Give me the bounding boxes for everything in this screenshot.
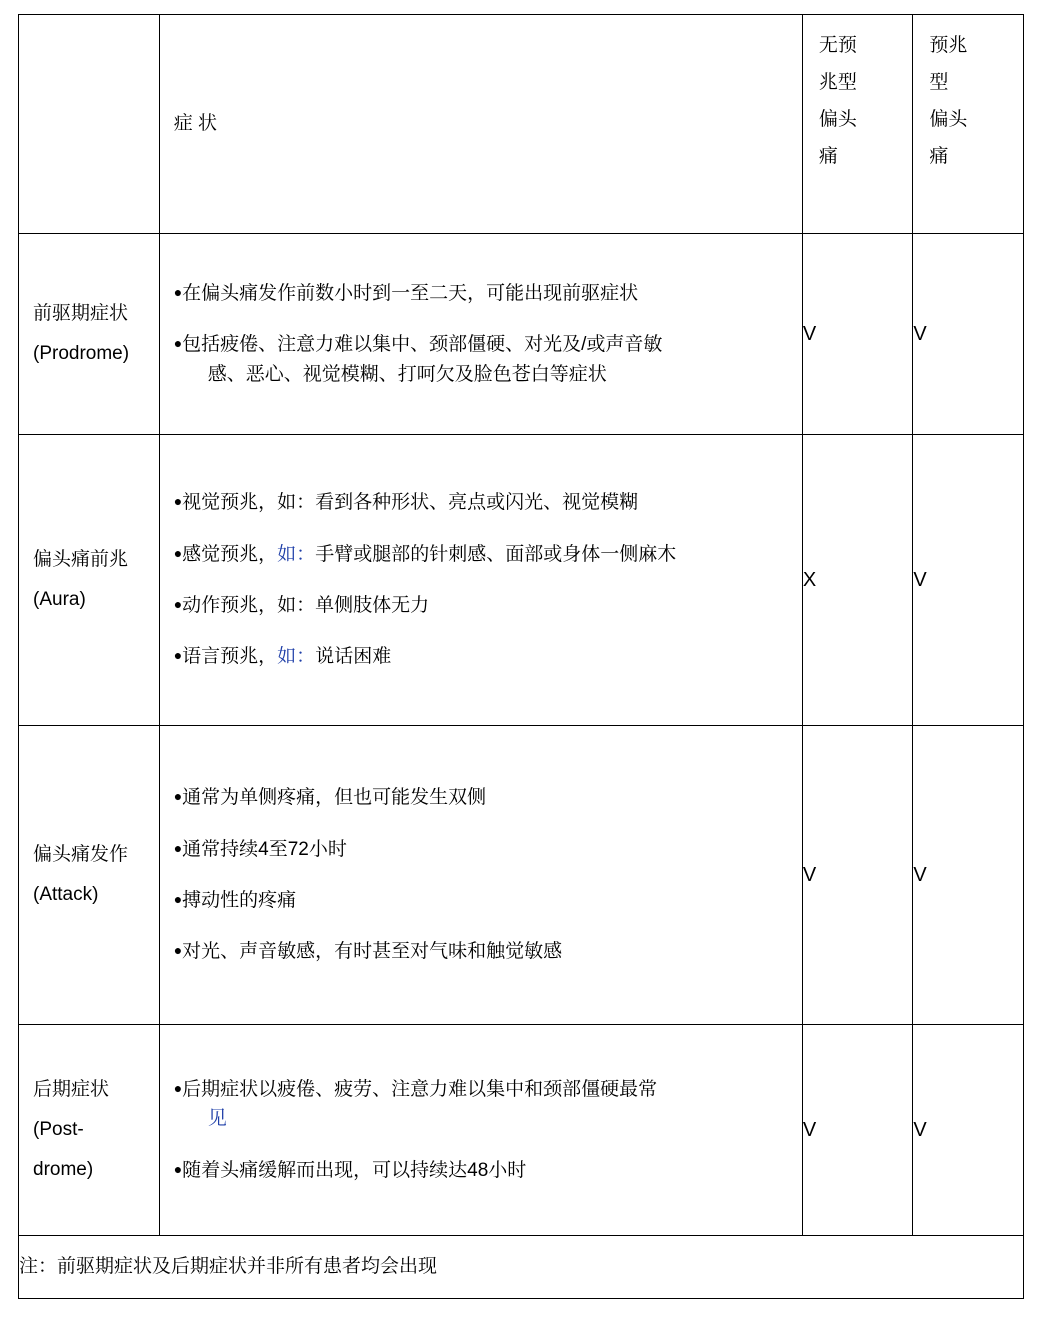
stage-label-cn: 偏头痛前兆 <box>33 549 129 571</box>
symptom-cell-aura <box>159 435 802 726</box>
list-item <box>174 1075 792 1134</box>
bullet-dot-icon: ● <box>173 1160 183 1177</box>
bullet-text-continued: 感、恶心、视觉模糊、打呵欠及脸色苍白等症状 <box>207 363 607 385</box>
bullet-text-highlight: 如： <box>277 543 316 565</box>
stage-label-cn: 前驱期症状 <box>33 303 129 325</box>
stage-label-aura <box>19 530 159 630</box>
header-without-aura-line-1: 无预 <box>818 35 857 56</box>
migraine-symptoms-table <box>18 14 1024 1299</box>
list-item <box>174 330 792 389</box>
mark-with-aura: V <box>913 234 1024 435</box>
bullet-dot-icon: ● <box>173 942 183 959</box>
list-item <box>174 642 792 671</box>
bullet-text: 包括疲倦、注意力难以集中、颈部僵硬、对光及/或声音敏 <box>182 334 663 356</box>
header-without-aura-line-3: 偏头 <box>818 109 857 131</box>
symptom-cell-attack <box>159 726 802 1025</box>
list-item <box>174 937 792 966</box>
stage-label-cn: 偏头痛发作 <box>33 844 129 866</box>
list-item <box>174 488 792 517</box>
table-footnote: 注：前驱期症状及后期症状并非所有患者均会出现 <box>19 1236 1024 1299</box>
symptom-bullet-list <box>160 1063 802 1197</box>
table-row <box>19 234 1024 435</box>
header-stage-label <box>19 114 159 134</box>
list-item <box>174 591 792 620</box>
mark-without-aura: V <box>802 1025 913 1236</box>
table-header-row <box>19 15 1024 234</box>
bullet-dot-icon: ● <box>173 283 183 300</box>
bullet-dot-icon: ● <box>173 891 183 907</box>
stage-label-prodrome <box>19 284 159 384</box>
stage-label-en: (Attack) <box>33 884 99 905</box>
stage-label-cn: 后期症状 <box>33 1079 110 1101</box>
mark-without-aura: X <box>802 435 913 726</box>
list-item <box>174 835 792 864</box>
bullet-dot-icon: ● <box>173 839 183 856</box>
mark-with-aura: V <box>913 1025 1024 1236</box>
header-stage-cell <box>19 15 160 234</box>
bullet-dot-icon: ● <box>173 493 183 510</box>
symptom-bullet-list <box>160 771 802 979</box>
list-item <box>174 540 792 569</box>
header-symptom-cell <box>159 15 802 234</box>
bullet-text: 语言预兆， <box>182 646 278 668</box>
table-row <box>19 726 1024 1025</box>
table-row <box>19 1025 1024 1236</box>
header-with-aura-line-2: 型 <box>929 72 949 94</box>
bullet-text: 动作预兆，如：单侧肢体无力 <box>182 595 430 616</box>
bullet-text: 后期症状以疲倦、疲劳、注意力难以集中和颈部僵硬最常 <box>182 1078 658 1100</box>
stage-cell-prodrome <box>19 234 160 435</box>
list-item <box>174 279 792 308</box>
list-item <box>174 783 792 812</box>
bullet-text: 搏动性的疼痛 <box>182 890 297 911</box>
bullet-text: 通常为单侧疼痛，但也可能发生双侧 <box>182 787 487 809</box>
symptom-cell-postdrome <box>159 1025 802 1236</box>
bullet-text: 对光、声音敏感，有时甚至对气味和触觉敏感 <box>182 941 563 963</box>
stage-cell-postdrome <box>19 1025 160 1236</box>
table-row <box>19 435 1024 726</box>
bullet-text-highlight: 如： <box>277 646 316 668</box>
bullet-dot-icon: ● <box>173 335 183 352</box>
symptom-cell-prodrome <box>159 234 802 435</box>
mark-without-aura: V <box>802 234 913 435</box>
header-with-aura-line-1: 预兆 <box>929 35 968 56</box>
bullet-dot-icon: ● <box>173 647 183 664</box>
bullet-text-continued: 见 <box>207 1108 227 1130</box>
header-with-aura-line-3: 偏头 <box>929 109 968 131</box>
stage-label-en-continued: drome) <box>33 1158 94 1180</box>
bullet-dot-icon: ● <box>173 544 183 561</box>
bullet-text-rest: 说话困难 <box>315 646 392 668</box>
header-with-aura-cell <box>913 15 1024 234</box>
mark-with-aura: V <box>913 726 1024 1025</box>
bullet-text: 感觉预兆， <box>182 543 278 565</box>
bullet-text: 在偏头痛发作前数小时到一至二天，可能出现前驱症状 <box>182 282 639 304</box>
header-without-aura-line-2: 兆型 <box>818 72 857 94</box>
symptom-bullet-list <box>160 267 802 401</box>
stage-label-en: (Post- <box>33 1119 84 1141</box>
header-symptom-label: 症 状 <box>173 112 217 134</box>
stage-label-en: (Prodrome) <box>33 343 130 364</box>
list-item <box>174 1156 792 1185</box>
stage-label-attack <box>19 825 159 925</box>
header-without-aura-label <box>803 15 913 233</box>
header-without-aura-cell <box>802 15 913 234</box>
bullet-dot-icon: ● <box>173 596 183 612</box>
table-note-row <box>19 1236 1024 1299</box>
stage-cell-aura <box>19 435 160 726</box>
bullet-dot-icon: ● <box>173 1079 183 1096</box>
stage-label-postdrome <box>19 1060 159 1200</box>
bullet-text: 视觉预兆，如：看到各种形状、亮点或闪光、视觉模糊 <box>182 492 639 514</box>
list-item <box>174 886 792 915</box>
mark-with-aura: V <box>913 435 1024 726</box>
mark-without-aura: V <box>802 726 913 1025</box>
bullet-text: 随着头痛缓解而出现，可以持续达48小时 <box>182 1159 527 1181</box>
stage-label-en: (Aura) <box>33 589 86 610</box>
bullet-text-rest: 手臂或腿部的针刺感、面部或身体一侧麻木 <box>315 543 677 565</box>
header-without-aura-line-4: 痛 <box>818 146 838 168</box>
bullet-dot-icon: ● <box>173 788 183 805</box>
header-with-aura-label <box>913 15 1023 233</box>
stage-cell-attack <box>19 726 160 1025</box>
bullet-text: 通常持续4至72小时 <box>182 838 347 860</box>
symptom-bullet-list <box>160 476 802 684</box>
header-with-aura-line-4: 痛 <box>929 146 949 168</box>
